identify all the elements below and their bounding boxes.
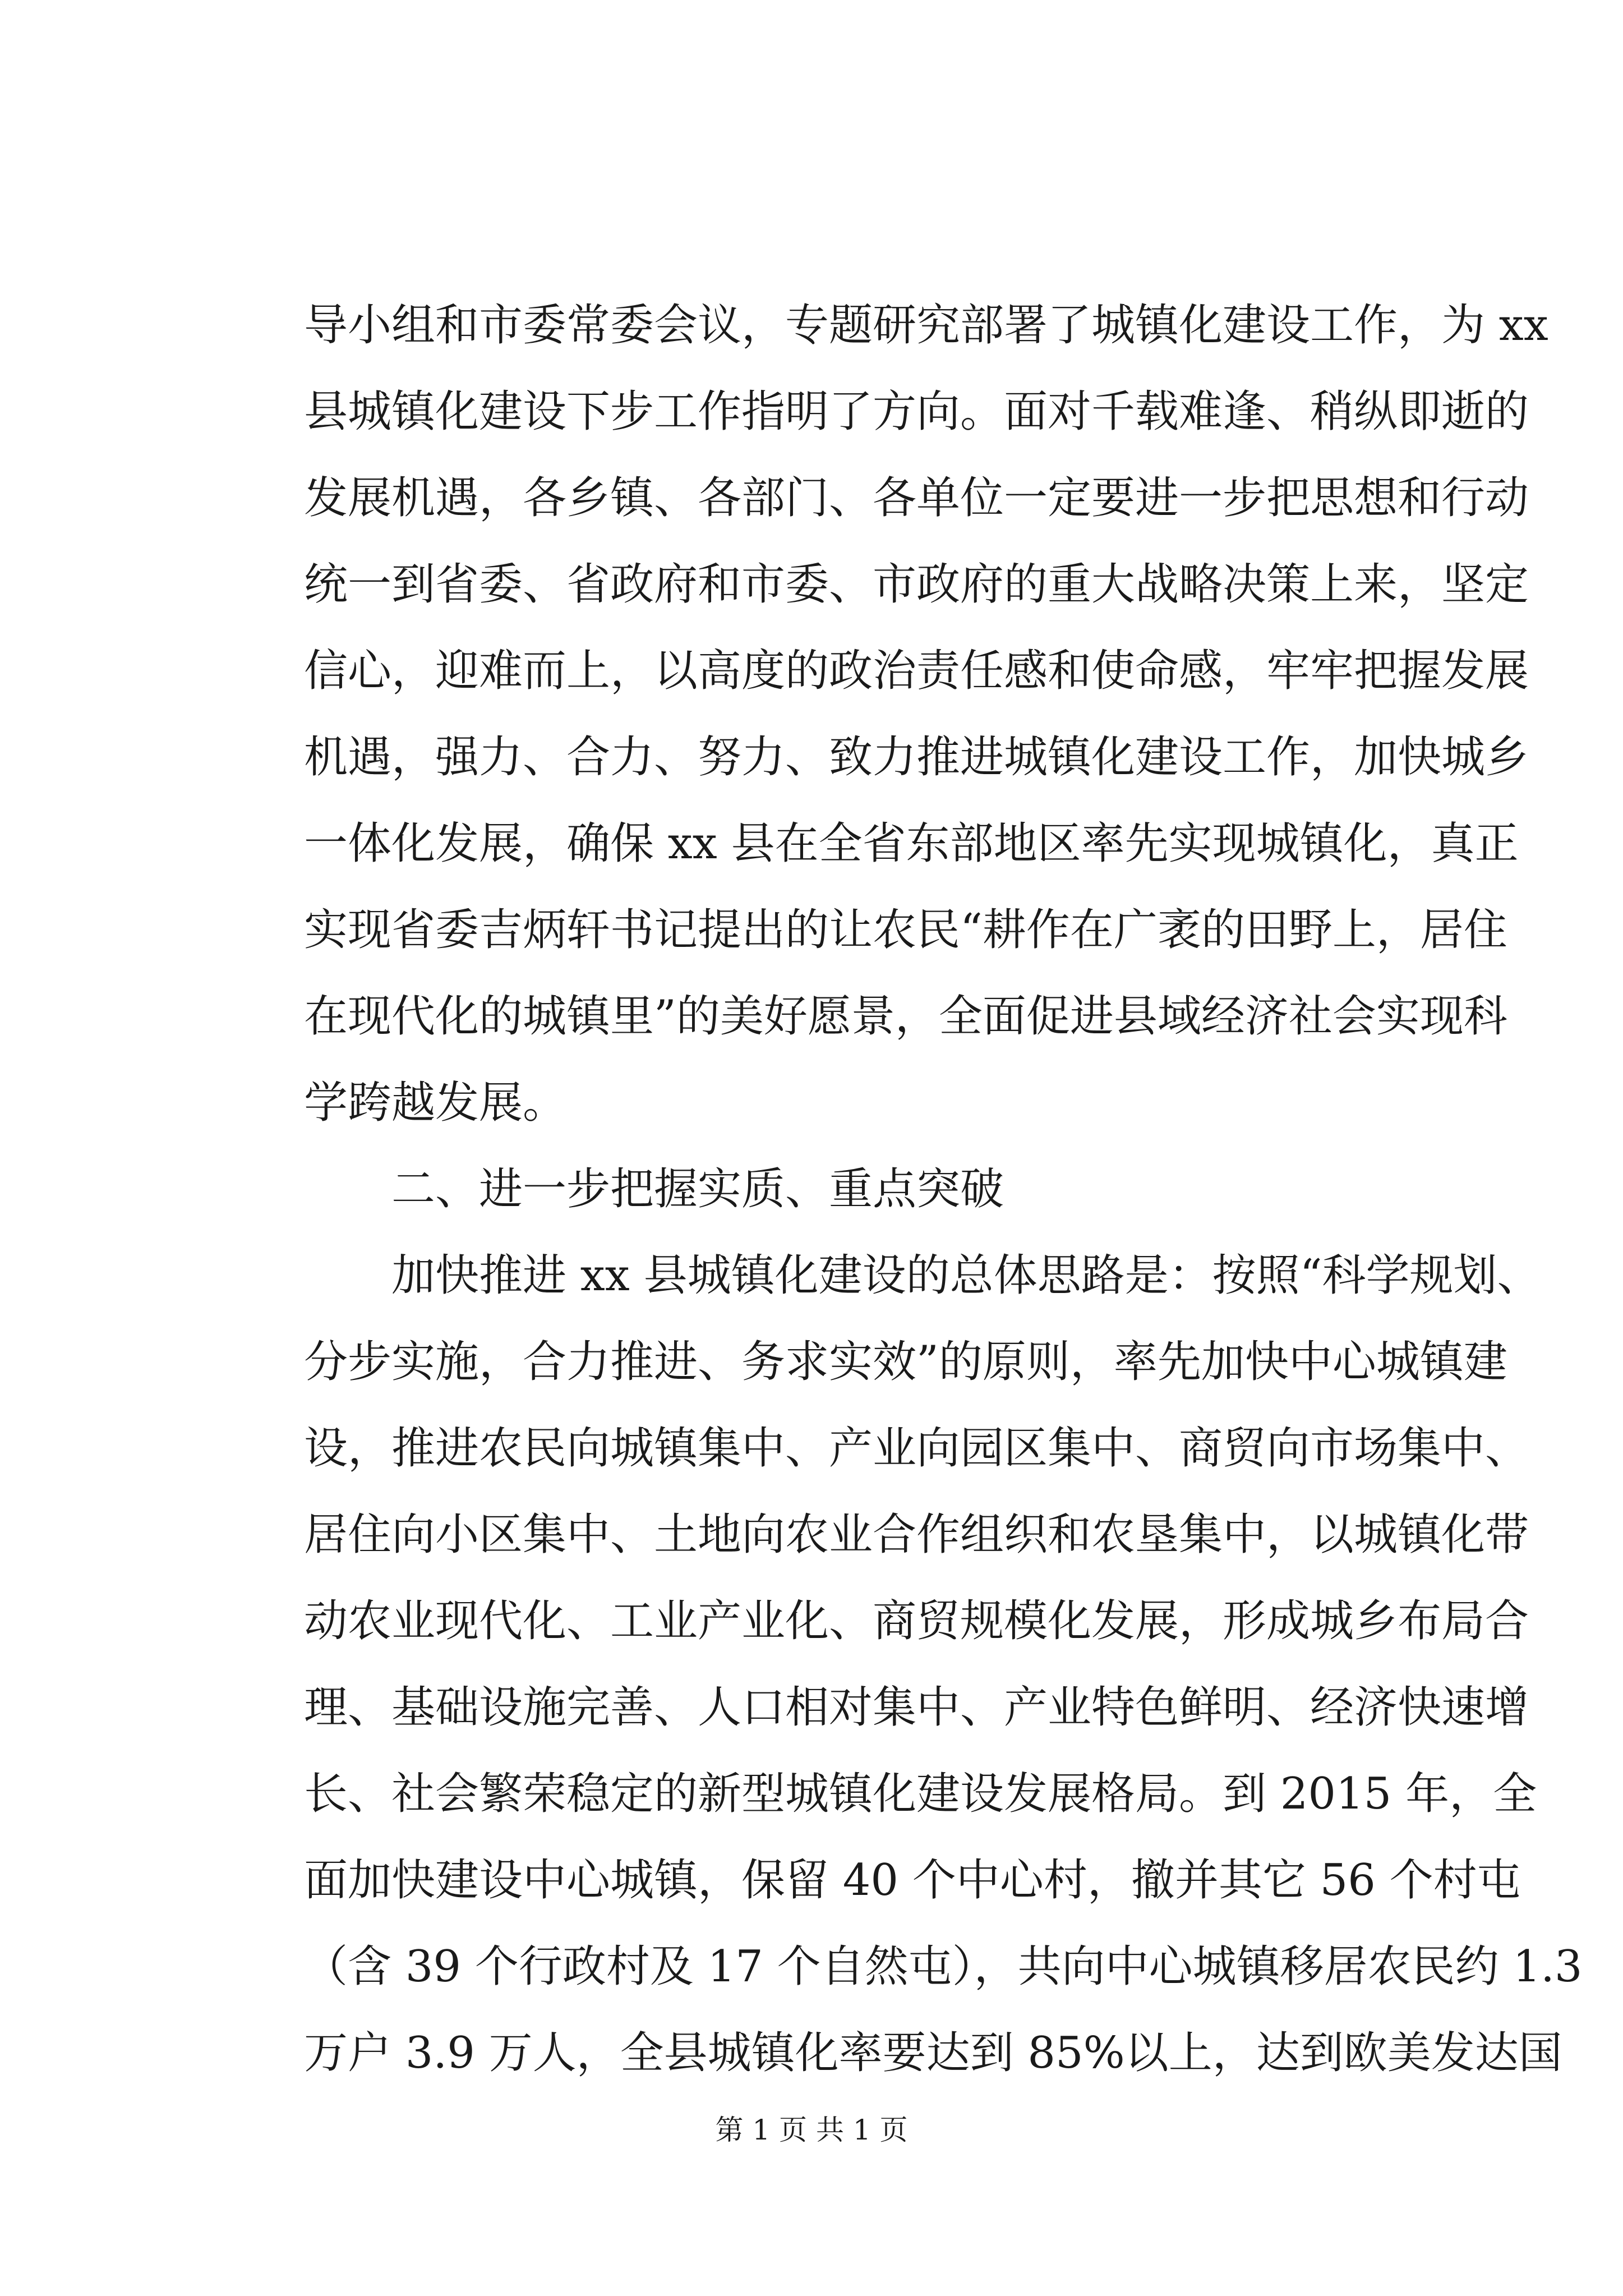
body-line-8: 实现省委吉炳轩书记提出的让农民“耕作在广袤的田野上，居住 bbox=[304, 905, 1507, 955]
body-line-4: 统一到省委、省政府和市委、市政府的重大战略决策上来，坚定 bbox=[304, 559, 1529, 610]
body-line-2: 县城镇化建设下步工作指明了方向。面对千载难逢、稍纵即逝的 bbox=[304, 386, 1529, 437]
body-line-20: （含 39 个行政村及 17 个自然屯），共向中心城镇移居农民约 1.3 bbox=[304, 1941, 1583, 1992]
body-line-18: 长、社会繁荣稳定的新型城镇化建设发展格局。到 2015 年，全 bbox=[304, 1769, 1537, 1819]
body-line-9: 在现代化的城镇里”的美好愿景，全面促进县域经济社会实现科 bbox=[304, 991, 1507, 1042]
section-heading: 二、进一步把握实质、重点突破 bbox=[304, 1164, 1004, 1214]
body-line-5: 信心，迎难而上，以高度的政治责任感和使命感，牢牢把握发展 bbox=[304, 646, 1529, 696]
body-line-10: 学跨越发展。 bbox=[304, 1078, 567, 1128]
body-line-12: 加快推进 xx 县城镇化建设的总体思路是：按照“科学规划、 bbox=[304, 1250, 1541, 1301]
body-line-7: 一体化发展，确保 xx 县在全省东部地区率先实现城镇化，真正 bbox=[304, 818, 1519, 869]
body-line-16: 动农业现代化、工业产业化、商贸规模化发展，形成城乡布局合 bbox=[304, 1596, 1529, 1646]
body-line-15: 居住向小区集中、土地向农业合作组织和农垦集中，以城镇化带 bbox=[304, 1510, 1529, 1560]
body-line-14: 设，推进农民向城镇集中、产业向园区集中、商贸向市场集中、 bbox=[304, 1423, 1529, 1474]
body-line-3: 发展机遇，各乡镇、各部门、各单位一定要进一步把思想和行动 bbox=[304, 473, 1529, 523]
body-line-13: 分步实施，合力推进、务求实效”的原则，率先加快中心城镇建 bbox=[304, 1337, 1507, 1387]
body-line-6: 机遇，强力、合力、努力、致力推进城镇化建设工作，加快城乡 bbox=[304, 732, 1529, 783]
page-footer: 第 1 页 共 1 页 bbox=[715, 2114, 908, 2146]
body-line-17: 理、基础设施完善、人口相对集中、产业特色鲜明、经济快速增 bbox=[304, 1682, 1529, 1733]
body-line-21: 万户 3.9 万人，全县城镇化率要达到 85%以上，达到欧美发达国 bbox=[304, 2028, 1562, 2078]
body-line-19: 面加快建设中心城镇，保留 40 个中心村，撤并其它 56 个村屯 bbox=[304, 1855, 1521, 1906]
body-line-1: 导小组和市委常委会议，专题研究部署了城镇化建设工作，为 xx bbox=[304, 300, 1548, 351]
